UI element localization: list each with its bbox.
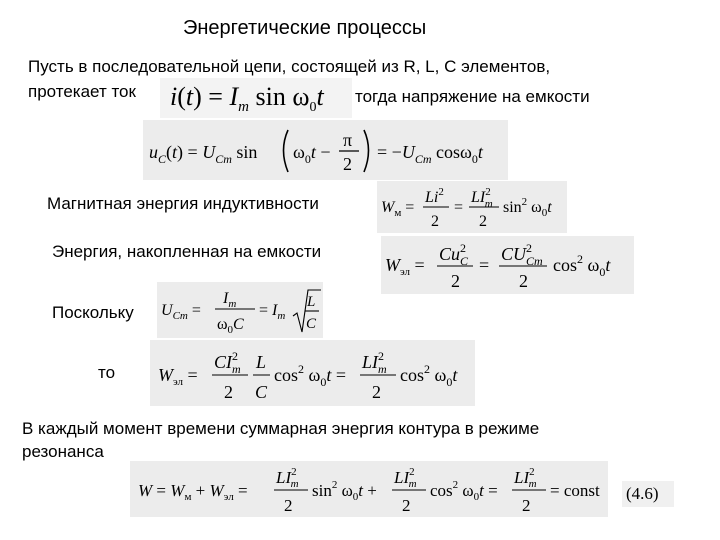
svg-text:W = Wм + Wэл =: $W = W_м + W_{эл}$ = <box>138 481 248 503</box>
svg-text:LI2m: $LI^2$ m <box>394 466 417 490</box>
svg-text:= −UCm cosω0t: = $-U_{Cm}$ cosω$_0$t <box>377 142 483 166</box>
svg-text:UCm =: $U_{Cm}$ = <box>161 302 201 322</box>
svg-text:2: 2 <box>343 154 352 174</box>
formula-capacitor-energy <box>381 236 634 294</box>
svg-text:C: C <box>306 316 317 332</box>
svg-text:=: = <box>454 199 464 216</box>
intro-text-line-1: Пусть в последовательной цепи, состоящей из R, L, C элементов, <box>28 57 551 76</box>
label-since: Поскольку <box>52 303 134 322</box>
svg-text:Wм =: $W_м$ = <box>381 199 415 219</box>
svg-text:cos2 ω0t: $\cos^2 \omega_0t$ <box>553 252 611 279</box>
formula-then <box>150 340 475 406</box>
equation-number: (4.6) <box>626 484 659 503</box>
svg-text:2: 2 <box>402 496 411 515</box>
svg-text:ω0C: $\omega_0C$ <box>217 316 244 336</box>
svg-text:sin2 ω0t: $\sin^2 \omega_0t$ <box>503 196 552 219</box>
svg-text:Wэл =: $W_{эл}$ = <box>158 365 198 388</box>
intro-text-line-2-left: протекает ток <box>28 82 136 101</box>
svg-text:Cu2C: Cu$^2$ C <box>439 241 469 268</box>
svg-text:Im: $I_m$ <box>223 290 237 310</box>
svg-text:uC(t) = UCm sin: $u_C(t) = U_{Cm}$ sin <box>149 142 258 166</box>
formula-magnetic-energy <box>377 181 567 233</box>
svg-text:2: 2 <box>519 271 528 291</box>
svg-text:i(t) = Im sin ω0t: $i(t) = I_m$ $\sin \omega_0t$ <box>170 82 324 115</box>
svg-text:L: L <box>307 294 316 310</box>
formula-current <box>160 78 352 118</box>
svg-text:CI2m: $CI^2$ m <box>214 349 241 376</box>
label-capacitor-energy: Энергия, накопленная на емкости <box>52 242 322 261</box>
svg-text:Wэл =: $W_{эл}$ = <box>385 255 425 278</box>
formula-total-energy <box>130 461 608 517</box>
svg-text:2: 2 <box>372 382 381 402</box>
conclusion-text-line-1: В каждый момент времени суммарная энергия контура в режиме <box>22 419 540 438</box>
svg-text:2: 2 <box>224 382 233 402</box>
svg-text:CU2Cm: $CU^2$ Cm <box>501 241 543 268</box>
svg-text:π: π <box>343 130 353 150</box>
label-magnetic-energy: Магнитная энергия индуктивности <box>47 194 319 213</box>
label-then: то <box>98 363 116 382</box>
svg-text:LI2m: $LI^2$ m <box>276 466 299 490</box>
formula-capacitor-voltage <box>143 120 508 180</box>
svg-text:cos2 ω0t: $\cos^2 \omega_0t$ <box>400 362 458 389</box>
svg-text:L: L <box>256 352 267 372</box>
conclusion-text-line-2: резонанса <box>22 442 104 461</box>
svg-text:C: C <box>255 382 268 402</box>
svg-text:cos2 ω0t =: $\cos^2 \omega_0t$ = <box>274 362 347 389</box>
formula-since <box>157 282 323 338</box>
svg-text:cos2 ω0t =: $\cos^2 \omega_0t$ = <box>430 479 498 503</box>
svg-text:2: 2 <box>451 271 460 291</box>
equation-number-box <box>622 481 674 507</box>
svg-text:=: = <box>479 255 490 275</box>
intro-text-line-2-right: тогда напряжение на емкости <box>355 87 590 106</box>
svg-text:LI2m: $LI^2$ m <box>514 466 537 490</box>
svg-text:LI2m: $LI^2$ m <box>362 349 387 376</box>
svg-text:= Im: = $I_m$ <box>259 302 286 322</box>
svg-text:Li2: Li$^2$ <box>425 186 444 206</box>
svg-text:2: 2 <box>479 213 487 230</box>
svg-text:= const: = const <box>550 481 600 500</box>
svg-text:2: 2 <box>431 213 439 230</box>
svg-text:ω0t −: $\omega_0t$ − <box>293 142 331 166</box>
svg-text:2: 2 <box>284 496 293 515</box>
svg-text:LI2m: $LI^2$ m <box>471 186 493 210</box>
svg-text:sin2 ω0t +: $\sin^2 \omega_0t$ + <box>312 479 377 503</box>
svg-text:2: 2 <box>522 496 531 515</box>
slide-title: Энергетические процессы <box>183 17 427 39</box>
